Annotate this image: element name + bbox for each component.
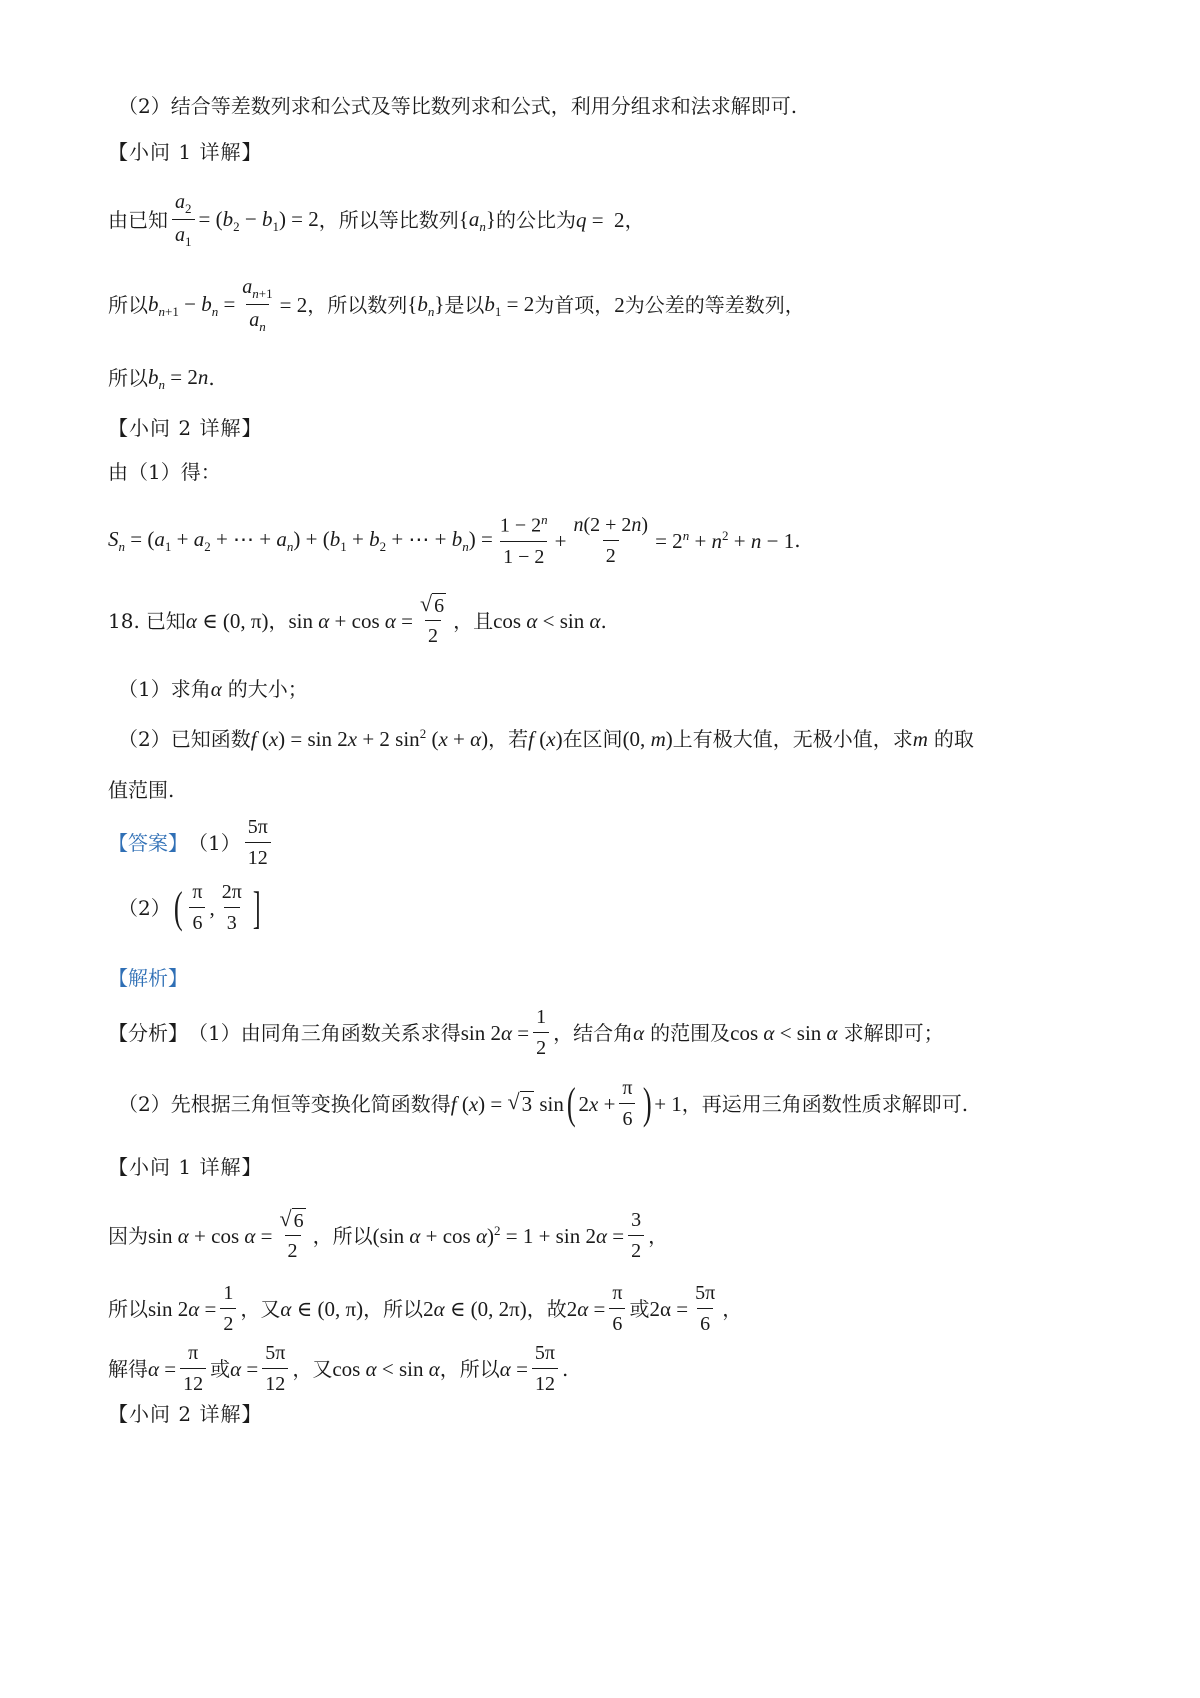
fraction-5pi-12: $\frac{5\pi}{12}$ — [245, 815, 271, 871]
math-bn1-bn: $b_{n+1} - b_n$ = — [148, 291, 236, 319]
p2-line1: 由（1）得： — [108, 460, 221, 484]
answer-label: 【答案】 — [108, 830, 188, 855]
p1-line1: 由已知 $\frac{a_2}{a_1}$ = $(b_2 - b_1) = 2$ ，所以等比数列 $\{a_n\}$ 的公比为 q = 2 ， — [108, 191, 645, 250]
math-fx-definition: f (x) = sin 2x + 2 $\sin^2 (x + \alpha)$ — [250, 726, 489, 751]
math-b2-b1: = $(b_2 - b_1) = 2$ — [198, 206, 319, 234]
math-q-eq-2: q = 2 — [575, 208, 625, 233]
math-seq-an: $\{a_n\}$ — [458, 206, 496, 234]
math-bn-eq-2n: $b_n = 2n$ — [148, 365, 209, 393]
math-fx-simplified: f ( x ) = √ 3 sin ( 2 x + $\frac{\pi}{6}$ ) + 1 — [450, 1077, 682, 1130]
answer-2: （2） ( $\frac{\pi}{6}$ , $\frac{2\pi}{3}$ ] — [118, 880, 1110, 936]
math-sn-sum: $S_n = (a_1 + a_2$ + ⋯ + $a_n) + (b_1 + b_2$ + ⋯ + $b_n$) = — [108, 527, 493, 555]
math-interval-answer: ( $\frac{\pi}{6}$ , $\frac{2\pi}{3}$ ] — [173, 881, 261, 934]
math-alpha-in-0-pi: α ∈ (0, π) — [185, 608, 269, 633]
fraction-1-2: $\frac{1}{2}$ — [533, 1005, 549, 1061]
q18-part1: （1）求角 α 的大小； — [118, 676, 308, 701]
q18-detail2-header: 【小问 2 详解】 — [108, 1402, 263, 1426]
q18-stem: 18. 已知 α ∈ (0, π) ， sin α + cos α = √ 6 2 ，且 cos α < sin α . — [108, 591, 607, 647]
fraction-arith-sum: $\frac{n(2 + 2n)}{2}$ — [573, 513, 649, 567]
q2-detail-header: 【小问 2 详解】 — [108, 416, 263, 440]
solution-line3: 解得 α = $\frac{\pi}{12}$ 或 α = $\frac{5\pi}{12}$ ，又 cos α < sin α ，所以 α = $\frac{5\pi}{12}$ . — [108, 1342, 569, 1395]
math-b1-eq-2: $b_1 = 2$ — [484, 291, 535, 319]
fraction-geometric-sum: $\frac{1 - 2^n}{1 - 2}$ — [499, 512, 548, 568]
fraction-a2-a1: $\frac{a_2}{a_1}$ — [172, 190, 195, 251]
math-square-identity: (sin α + cos α)$^2$ = 1 + sin 2α = — [372, 1222, 625, 1248]
q18-part2: （2）已知函数 f (x) = sin 2x + 2 $\sin^2 (x + \alpha)$ ，若 f (x) 在区间 (0, m) 上有极大值，无极小值，求 m 的取 — [118, 726, 974, 751]
solution-line1: 因为 sin α + cos α = √ 6 2 ，所以 (sin α + cos α)$^2$ = 1 + sin 2α = $\frac{3}{2}$ ， — [108, 1206, 669, 1262]
fraction-an1-an: $\frac{a_{n+1}}{a_n}$ — [242, 276, 273, 335]
part2-hint: （2）结合等差数列求和公式及等比数列求和公式，利用分组求和法求解即可. — [118, 94, 798, 118]
q1-detail-header: 【小问 1 详解】 — [108, 140, 263, 164]
p1-line2: 所以 $b_{n+1} - b_n$ = $\frac{a_{n+1}}{a_n}$ = 2 ，所以数列 $\{b_n\}$ 是以 $b_1 = 2$ 为首项， 2 为公差的等差数列， — [108, 276, 805, 335]
q18-part2-cont: 值范围. — [108, 778, 175, 802]
math-seq-bn: $\{b_n\}$ — [407, 291, 445, 319]
math-cos-lt-sin: cos α < sin α — [493, 608, 601, 633]
q18-detail1-header: 【小问 1 详解】 — [108, 1155, 263, 1179]
analysis-label: 【解析】 — [108, 966, 188, 990]
solution-line2: 所以 sin 2α = $\frac{1}{2}$ ，又 α ∈ (0, π) ，所以 2α ∈ (0, 2π) ，故 2α = $\frac{\pi}{6}$ 或 2α = $\frac{5\pi}{6}$ ， — [108, 1282, 743, 1335]
math-sin-plus-cos: sin α + cos α = — [288, 608, 413, 633]
answer-1: 【答案】 （1） $\frac{5\pi}{12}$ — [108, 815, 1110, 871]
fraction-3-2: $\frac{3}{2}$ — [628, 1208, 644, 1264]
math-interval-0-m: (0, m) — [622, 727, 673, 751]
math-sn-result: = $2^n + n^2 + n - 1$ — [655, 527, 795, 553]
fraction-sqrt6-over-2: √ 6 2 — [420, 591, 445, 647]
fenxi-2: （2）先根据三角恒等变换化简函数得 f ( x ) = √ 3 sin ( 2 x + $\frac{\pi}{6}$ ) + 1 ，再运用三角函数性质求解即可. — [118, 1077, 969, 1130]
math-alpha: α — [210, 677, 222, 701]
fenxi-1: 【分析】 （1）由同角三角函数关系求得 sin 2α = $\frac{1}{2}$ ，结合角 α 的范围及 cos α < sin α 求解即可； — [108, 1006, 944, 1059]
p1-line3: 所以 $b_n = 2n$ . — [108, 365, 215, 393]
p2-sum-formula: $S_n = (a_1 + a_2$ + ⋯ + $a_n) + (b_1 + b_2$ + ⋯ + $b_n$) = $\frac{1 - 2^n}{1 - 2}$ + $\frac{n(2 + 2n)}{2}$ = $2^n + n^2 + n - 1$ . — [108, 512, 801, 568]
